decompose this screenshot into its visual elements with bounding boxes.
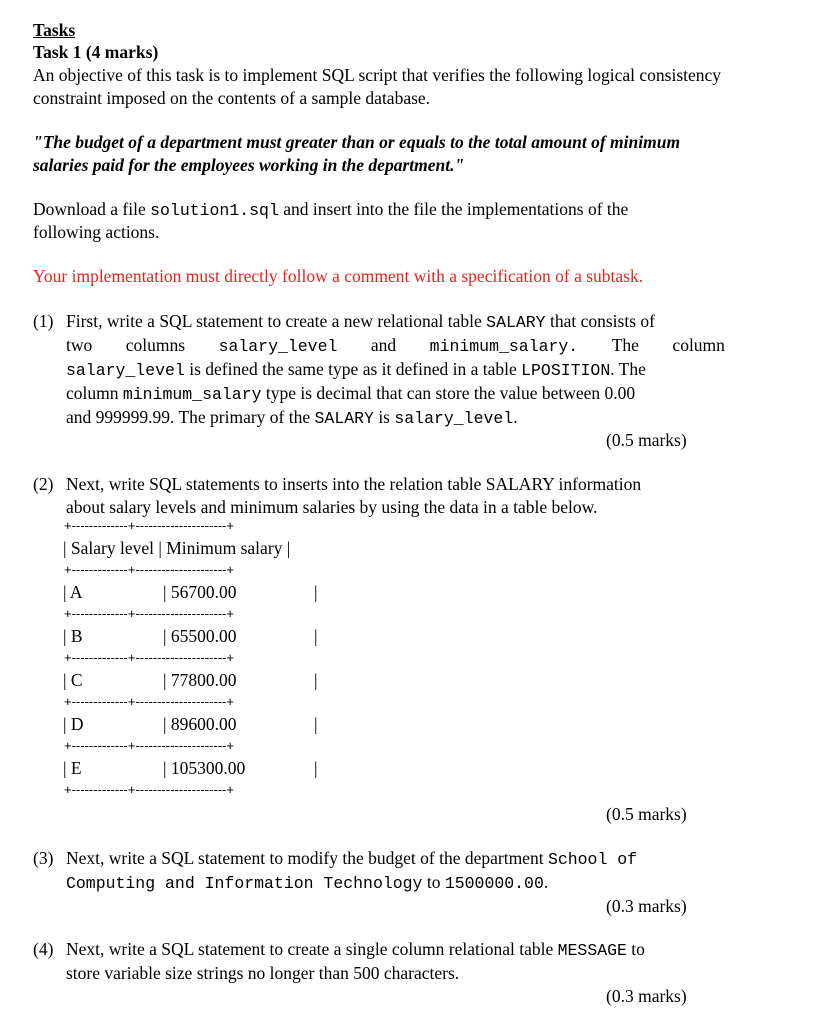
item-3-marks: (0.3 marks) (606, 896, 687, 916)
constraint-quote-line1: "The budget of a department must greater than or equals to the total amount of minimum (33, 132, 681, 152)
table-cell-end: | (314, 670, 318, 690)
task-title: Task 1 (4 marks) (33, 42, 159, 62)
item-1-marks: (0.5 marks) (606, 430, 687, 450)
code-message: MESSAGE (557, 941, 627, 960)
item-1 (33, 310, 725, 430)
code-salary: SALARY (486, 313, 546, 332)
table-cell-level: | C (63, 670, 83, 690)
code-school-of: School of (547, 850, 638, 869)
table-header-row: | Salary level | Minimum salary | (63, 538, 291, 558)
table-cell-level: | B (63, 626, 83, 646)
table-border: +-------------+---------------------+ (64, 562, 234, 577)
table-border: +-------------+---------------------+ (64, 606, 234, 621)
item-1-line3-post: . The (610, 359, 646, 379)
table-border: +-------------+---------------------+ (64, 738, 234, 753)
table-border: +-------------+---------------------+ (64, 782, 234, 797)
warning-text: Your implementation must directly follow a comment with a specification of a subtask. (33, 266, 644, 286)
download-pre: Download a file (33, 199, 151, 219)
item-2-line2: about salary levels and minimum salaries by using the data in a table below. (66, 497, 598, 517)
item-3-line2-post: . (543, 872, 549, 892)
code-minimum-salary: minimum_salary. (429, 337, 579, 356)
item-2 (33, 473, 725, 519)
constraint-quote-line2: salaries paid for the employees working in the department." (33, 155, 465, 175)
word-and: and (370, 335, 397, 355)
download-filename: solution1.sql (150, 201, 279, 220)
table-cell-end: | (314, 714, 318, 734)
item-4 (33, 938, 725, 985)
download-post: and insert into the file the implementations of the (278, 199, 629, 219)
word-columns: columns (125, 335, 186, 355)
item-1-line5-post: . (513, 407, 518, 427)
table-cell-end: | (314, 582, 318, 602)
table-cell-salary: | 77800.00 (163, 670, 237, 690)
item-4-line1-post: to (626, 939, 645, 959)
objective-paragraph: An objective of this task is to implement SQL script that verifies the following logical consistency constraint imposed on the contents of a sample database. (33, 65, 722, 108)
item-4-line1-pre: Next, write a SQL statement to create a single column relational table (66, 939, 558, 959)
table-cell-salary: | 56700.00 (163, 582, 237, 602)
table-border: +-------------+---------------------+ (64, 694, 234, 709)
page-title: Tasks (33, 20, 76, 40)
table-border: +-------------+---------------------+ (64, 650, 234, 665)
code-budget-value: 1500000.00 (444, 874, 544, 893)
item-3-line2-mid: to (422, 872, 445, 892)
item-1-line5-mid: is (373, 407, 395, 427)
code-minimum-salary-2: minimum_salary (122, 385, 262, 404)
code-salary-level: salary_level (218, 337, 338, 356)
word-column: column (672, 335, 725, 355)
item-4-marks: (0.3 marks) (606, 986, 687, 1006)
download-instruction-line2: following actions. (33, 222, 160, 242)
item-1-number: (1) (33, 311, 54, 331)
item-2-number: (2) (33, 474, 54, 494)
table-cell-end: | (314, 626, 318, 646)
code-lposition: LPOSITION (521, 361, 611, 380)
table-cell-salary: | 89600.00 (163, 714, 237, 734)
item-1-line5-pre: and 999999.99. The primary of the (66, 407, 315, 427)
item-1-line4-pre: column (66, 383, 123, 403)
table-border: +-------------+---------------------+ (64, 518, 234, 533)
item-1-line3-mid: is defined the same type as it defined in a table (184, 359, 522, 379)
table-cell-salary: | 65500.00 (163, 626, 237, 646)
code-salary-level-2: salary_level (66, 361, 185, 380)
table-cell-salary: | 105300.00 (163, 758, 246, 778)
item-3-number: (3) (33, 848, 54, 868)
item-1-line1-text: First, write a SQL statement to create a new relational table (66, 311, 487, 331)
item-3-line1-pre: Next, write a SQL statement to modify the budget of the department (66, 848, 548, 868)
table-cell-level: | E (63, 758, 82, 778)
item-2-marks: (0.5 marks) (606, 804, 687, 824)
word-two: two (66, 335, 93, 355)
item-1-line4-post: type is decimal that can store the value between 0.00 (261, 383, 636, 403)
code-department-name: Computing and Information Technology (66, 874, 423, 893)
download-instruction (33, 198, 733, 222)
item-4-number: (4) (33, 939, 54, 959)
table-cell-level: | D (63, 714, 84, 734)
item-4-line2: store variable size strings no longer than 500 characters. (66, 963, 460, 983)
word-the: The (611, 335, 639, 355)
code-salary-level-3: salary_level (394, 409, 514, 428)
item-1-line1-post: that consists of (545, 311, 655, 331)
item-2-line1: Next, write SQL statements to inserts into the relation table SALARY information (66, 474, 642, 494)
code-salary-2: SALARY (314, 409, 374, 428)
table-cell-end: | (314, 758, 318, 778)
item-3 (33, 847, 725, 895)
table-cell-level: | A (63, 582, 83, 602)
